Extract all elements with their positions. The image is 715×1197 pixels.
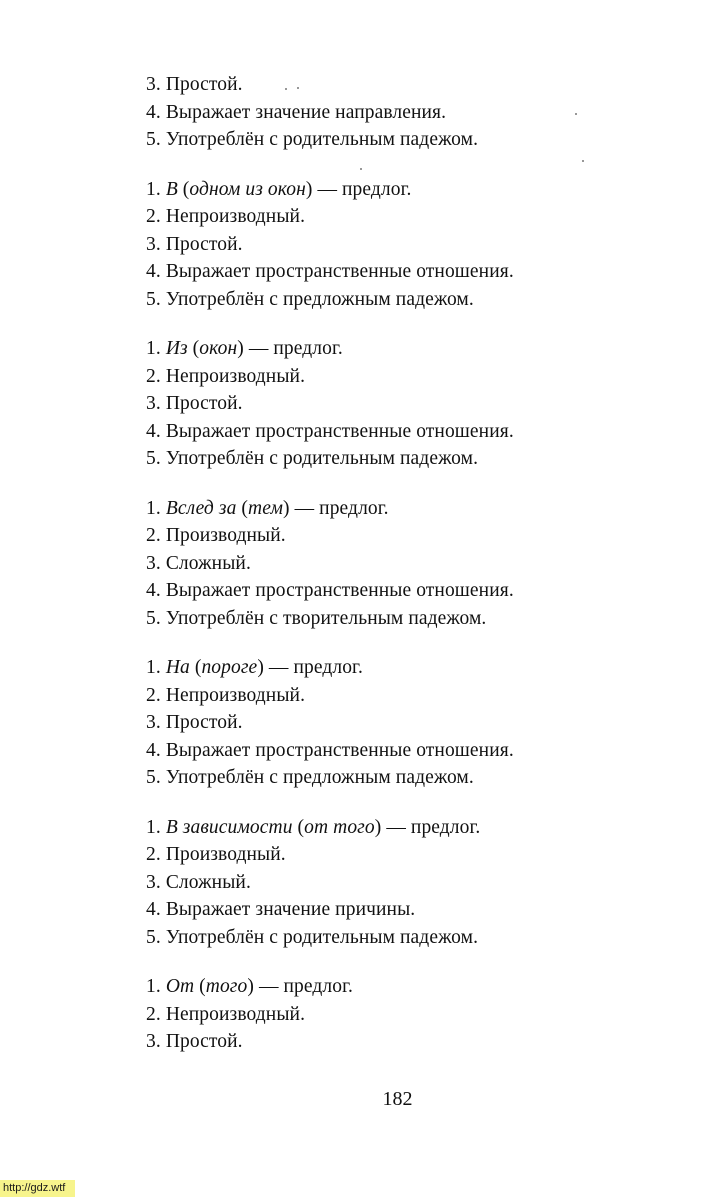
analysis-block [146,176,666,314]
scan-speck [297,87,299,89]
item-number: 1. [146,497,161,519]
item-number: 2. [146,525,161,546]
item-number: 3. [146,393,161,414]
list-item [146,390,666,418]
scan-speck [360,168,362,170]
list-item [146,522,666,550]
item-number: 3. [146,1031,161,1052]
list-item [146,764,666,792]
item-text: Выражает значение причины. [165,899,416,920]
item-number: 5. [146,607,161,629]
preposition-word: В зависимости [165,816,293,838]
list-item [146,550,666,578]
list-item [146,418,666,446]
context-word: одном из окон [189,178,306,200]
item-text: Непроизводный. [165,365,306,387]
item-number: 2. [146,684,161,706]
item-text: Выражает пространственные отношения. [165,739,514,761]
item-number: 3. [146,233,161,255]
list-item [146,71,666,99]
list-item [146,445,666,473]
item-text: — предлог. [386,816,481,838]
list-item-heading: 1. На (пороге) — предлог. [146,657,363,678]
analysis-block [146,654,666,792]
context-word: того [205,976,248,997]
context-word: окон [199,338,238,359]
item-text: Употреблён с родительным падежом. [165,129,479,150]
item-text: Употреблён с предложным падежом. [165,767,474,788]
list-item [146,1028,666,1056]
list-item [146,605,666,633]
item-text: — предлог. [317,178,412,200]
item-text: Употреблён с творительным падежом. [165,607,487,629]
list-item-heading: 1. В зависимости (от того) — предлог. [146,816,481,838]
item-number: 4. [146,899,161,920]
item-number: 2. [146,206,161,227]
analysis-block [146,335,666,473]
analysis-block [146,814,666,952]
item-text: — предлог. [268,657,363,678]
item-text: Производный. [165,844,286,865]
item-text: Употреблён с предложным падежом. [165,288,474,310]
item-number: 3. [146,871,161,893]
item-number: 1. [146,816,161,838]
item-text: — предлог. [258,976,353,997]
analysis-block [146,973,666,1056]
preposition-word: Из [165,338,188,359]
list-item [146,924,666,952]
scan-speck [285,88,287,90]
preposition-word: В [165,178,178,200]
list-item [146,1001,666,1029]
scan-speck [582,160,584,162]
context-word: тем [248,497,284,519]
list-item [146,869,666,897]
item-number: 4. [146,261,161,282]
item-number: 4. [146,101,161,123]
item-text: Непроизводный. [165,1003,306,1025]
item-text: Употреблён с родительным падежом. [165,926,479,948]
item-text: Сложный. [165,871,251,893]
item-number: 4. [146,420,161,442]
preposition-word: Вслед за [165,497,237,519]
item-text: Простой. [165,233,243,255]
page-content [146,71,666,1078]
list-item [146,258,666,286]
item-number: 1. [146,338,161,359]
list-item-heading: 1. Из (окон) — предлог. [146,338,343,359]
item-number: 5. [146,926,161,948]
item-text: Выражает пространственные отношения. [165,261,514,282]
page-number: 182 [382,1088,413,1110]
context-word: пороге [201,657,258,678]
list-item [146,126,666,154]
item-text: Выражает пространственные отношения. [165,420,514,442]
preposition-word: На [165,657,190,678]
item-number: 3. [146,74,161,95]
context-word: от того [304,816,375,838]
analysis-block [146,71,666,154]
preposition-word: От [165,976,195,997]
item-number: 3. [146,552,161,574]
item-number: 5. [146,129,161,150]
item-text: — предлог. [248,338,343,359]
item-text: Выражает пространственные отношения. [165,580,514,601]
item-number: 5. [146,448,161,469]
list-item [146,99,666,127]
item-number: 5. [146,288,161,310]
analysis-block [146,495,666,633]
item-text: Простой. [165,74,243,95]
list-item-heading: 1. В (одном из окон) — предлог. [146,178,412,200]
item-text: — предлог. [294,497,389,519]
item-text: Производный. [165,525,286,546]
list-item [146,363,666,391]
list-item [146,709,666,737]
scan-speck [575,113,577,115]
list-item-heading: 1. Вслед за (тем) — предлог. [146,497,389,519]
item-text: Употреблён с родительным падежом. [165,448,479,469]
item-number: 4. [146,739,161,761]
item-number: 5. [146,767,161,788]
item-text: Непроизводный. [165,206,306,227]
list-item [146,577,666,605]
item-text: Простой. [165,712,243,733]
list-item [146,737,666,765]
item-text: Простой. [165,393,243,414]
list-item [146,203,666,231]
item-number: 1. [146,976,161,997]
item-number: 3. [146,712,161,733]
item-number: 2. [146,844,161,865]
item-text: Непроизводный. [165,684,306,706]
list-item [146,286,666,314]
list-item [146,231,666,259]
item-text: Простой. [165,1031,243,1052]
item-number: 4. [146,580,161,601]
item-text: Выражает значение направления. [165,101,447,123]
item-number: 1. [146,178,161,200]
list-item-heading: 1. От (того) — предлог. [146,976,353,997]
list-item [146,841,666,869]
watermark-link[interactable]: http://gdz.wtf [0,1180,75,1197]
item-number: 2. [146,1003,161,1025]
list-item [146,682,666,710]
item-text: Сложный. [165,552,251,574]
list-item [146,896,666,924]
item-number: 1. [146,657,161,678]
item-number: 2. [146,365,161,387]
